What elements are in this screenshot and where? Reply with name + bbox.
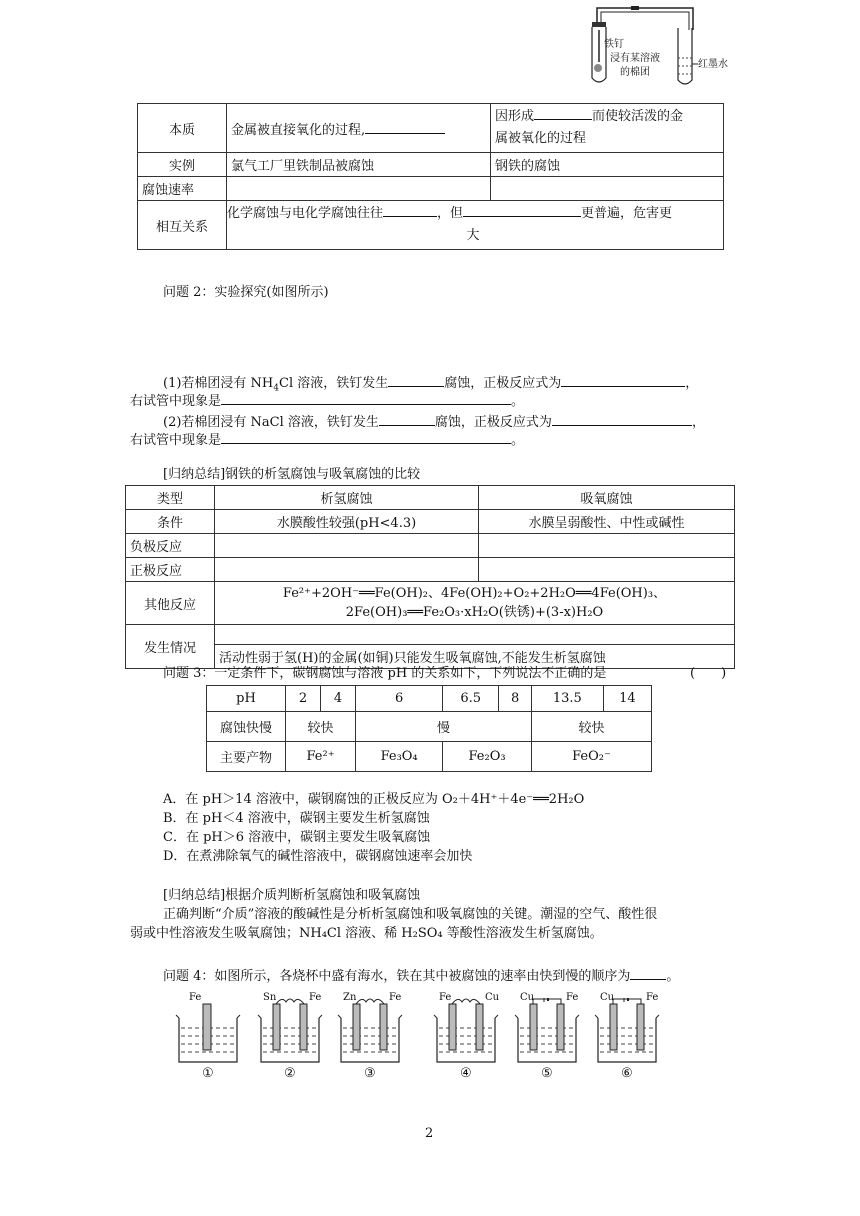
electrode-label: Fe xyxy=(389,992,402,1003)
product-value: Fe₃O₄ xyxy=(356,742,443,772)
beaker-number: ⑥ xyxy=(621,1066,633,1081)
beaker-number: ⑤ xyxy=(541,1066,553,1081)
electrode-label: Cu xyxy=(485,992,500,1003)
beaker-6 xyxy=(594,998,664,1068)
col-hydrogen: 析氢腐蚀 xyxy=(215,486,479,510)
row-head-rate: 腐蚀速率 xyxy=(138,177,227,201)
beaker-number: ① xyxy=(202,1066,214,1081)
q3-option-a: A．在 pH＞14 溶液中，碳钢腐蚀的正极反应为 O₂＋4H⁺＋4e⁻══2H₂O xyxy=(163,792,585,807)
rate-value: 较快 xyxy=(286,712,356,742)
condition-oxygen: 水膜呈弱酸性、中性或碱性 xyxy=(479,510,735,534)
electrode-label: Fe xyxy=(646,992,659,1003)
q2-part2-line2: 右试管中现象是 。 xyxy=(130,430,524,450)
q3-option-c: C．在 pH＞6 溶液中，碳钢主要发生吸氧腐蚀 xyxy=(163,830,431,845)
row-head-relation: 相互关系 xyxy=(138,201,227,250)
q2-part2-line1: (2)若棉团浸有 NaCl 溶液，铁钉发生 腐蚀，正极反应式为 ， xyxy=(163,412,705,432)
occurrence-note: 活动性弱于氢(H)的金属(如铜)只能发生吸氧腐蚀,不能发生析氢腐蚀 xyxy=(215,645,735,669)
beaker-number: ④ xyxy=(460,1066,472,1081)
beaker-2 xyxy=(257,998,327,1068)
product-label: 主要产物 xyxy=(207,742,286,772)
row-condition: 条件 xyxy=(126,510,215,534)
row-positive: 正极反应 xyxy=(126,558,215,582)
page-number: 2 xyxy=(425,1126,434,1141)
label-cotton-2: 的棉团 xyxy=(620,67,650,78)
row-occurrence: 发生情况 xyxy=(126,625,215,669)
other-reactions: Fe²⁺+2OH⁻══Fe(OH)₂、4Fe(OH)₂+O₂+2H₂O══4Fe(OH)₃、 2Fe(OH)₃══Fe₂O₃·xH₂O(铁锈)+(3-x)H₂O xyxy=(215,582,735,625)
product-value: Fe²⁺ xyxy=(286,742,356,772)
hydrogen-oxygen-corrosion-table xyxy=(125,485,735,669)
occurrence-empty xyxy=(215,625,735,645)
summary1-title: [归纳总结]钢铁的析氢腐蚀与吸氧腐蚀的比较 xyxy=(163,467,421,482)
essence-chemical: 金属被直接氧化的过程, xyxy=(227,104,491,153)
electrode-label: Cu xyxy=(520,992,535,1003)
ph-label: pH xyxy=(207,686,286,712)
summary2-title: [归纳总结]根据介质判断析氢腐蚀和吸氧腐蚀 xyxy=(163,888,421,903)
electrode-label: Zn xyxy=(343,992,357,1003)
rate-electrochemical xyxy=(491,177,724,201)
beaker-1 xyxy=(175,998,245,1068)
essence-electrochemical: 因形成 而使较活泼的金 属被氧化的过程 xyxy=(491,104,724,153)
q3-answer-paren: ( ) xyxy=(690,666,727,681)
ph-corrosion-table xyxy=(206,685,652,772)
q3-stem: 问题 3：一定条件下，碳钢腐蚀与溶液 pH 的关系如下，下列说法不正确的是 xyxy=(163,666,607,681)
example-chemical: 氯气工厂里铁制品被腐蚀 xyxy=(227,153,491,177)
condition-hydrogen: 水膜酸性较强(pH<4.3) xyxy=(215,510,479,534)
q4-stem: 问题 4：如图所示，各烧杯中盛有海水，铁在其中被腐蚀的速率由快到慢的顺序为 。 xyxy=(163,966,679,986)
label-red-ink: 红墨水 xyxy=(698,59,728,70)
positive-oxygen xyxy=(479,558,735,582)
q3-option-d: D．在煮沸除氧气的碱性溶液中，碳钢腐蚀速率会加快 xyxy=(163,849,473,864)
beaker-3 xyxy=(337,998,407,1068)
label-nail: 铁钉 xyxy=(604,39,624,50)
beaker-5 xyxy=(514,998,584,1068)
example-electrochemical: 钢铁的腐蚀 xyxy=(491,153,724,177)
q2-part1-line2: 右试管中现象是 。 xyxy=(130,391,524,411)
rate-label: 腐蚀快慢 xyxy=(207,712,286,742)
rate-value: 慢 xyxy=(356,712,532,742)
electrode-label: Cu xyxy=(600,992,615,1003)
q2-part1-line1: (1)若棉团浸有 $NH_4Cl$ 溶液，铁钉发生 腐蚀，正极反应式为 ， xyxy=(163,373,698,398)
electrode-label: Fe xyxy=(189,992,202,1003)
label-cotton-1: 浸有某溶液 xyxy=(610,53,660,64)
col-type: 类型 xyxy=(126,486,215,510)
row-other: 其他反应 xyxy=(126,582,215,625)
beaker-number: ② xyxy=(284,1066,296,1081)
rate-value: 较快 xyxy=(531,712,651,742)
beaker-number: ③ xyxy=(364,1066,376,1081)
product-value: Fe₂O₃ xyxy=(443,742,532,772)
beaker-4 xyxy=(433,998,503,1068)
relation-cell: 化学腐蚀与电化学腐蚀往往 ，但 更普遍，危害更 大 xyxy=(227,201,724,250)
row-head-essence: 本质 xyxy=(138,104,227,153)
product-value: FeO₂⁻ xyxy=(531,742,651,772)
corrosion-comparison-table xyxy=(137,103,724,250)
summary2-line2: 弱或中性溶液发生吸氧腐蚀；NH₄Cl 溶液、稀 H₂SO₄ 等酸性溶液发生析氢腐蚀。 xyxy=(130,926,603,941)
negative-oxygen xyxy=(479,534,735,558)
electrode-label: Fe xyxy=(309,992,322,1003)
q3-option-b: B．在 pH＜4 溶液中，碳钢主要发生析氢腐蚀 xyxy=(163,811,430,826)
q2-title: 问题 2：实验探究(如图所示) xyxy=(163,285,329,300)
electrode-label: Fe xyxy=(439,992,452,1003)
negative-hydrogen xyxy=(215,534,479,558)
ph-value: 2 xyxy=(286,686,321,712)
ph-value: 4 xyxy=(320,686,355,712)
ph-value: 8 xyxy=(499,686,532,712)
summary2-line1: 正确判断“介质”溶液的酸碱性是分析析氢腐蚀和吸氧腐蚀的关键。潮湿的空气、酸性很 xyxy=(163,907,658,922)
ph-value: 14 xyxy=(603,686,651,712)
positive-hydrogen xyxy=(215,558,479,582)
rate-chemical xyxy=(227,177,491,201)
ph-value: 13.5 xyxy=(531,686,603,712)
col-oxygen: 吸氧腐蚀 xyxy=(479,486,735,510)
row-negative: 负极反应 xyxy=(126,534,215,558)
row-head-example: 实例 xyxy=(138,153,227,177)
electrode-label: Sn xyxy=(263,992,277,1003)
electrode-label: Fe xyxy=(566,992,579,1003)
ph-value: 6 xyxy=(356,686,443,712)
ph-value: 6.5 xyxy=(443,686,499,712)
